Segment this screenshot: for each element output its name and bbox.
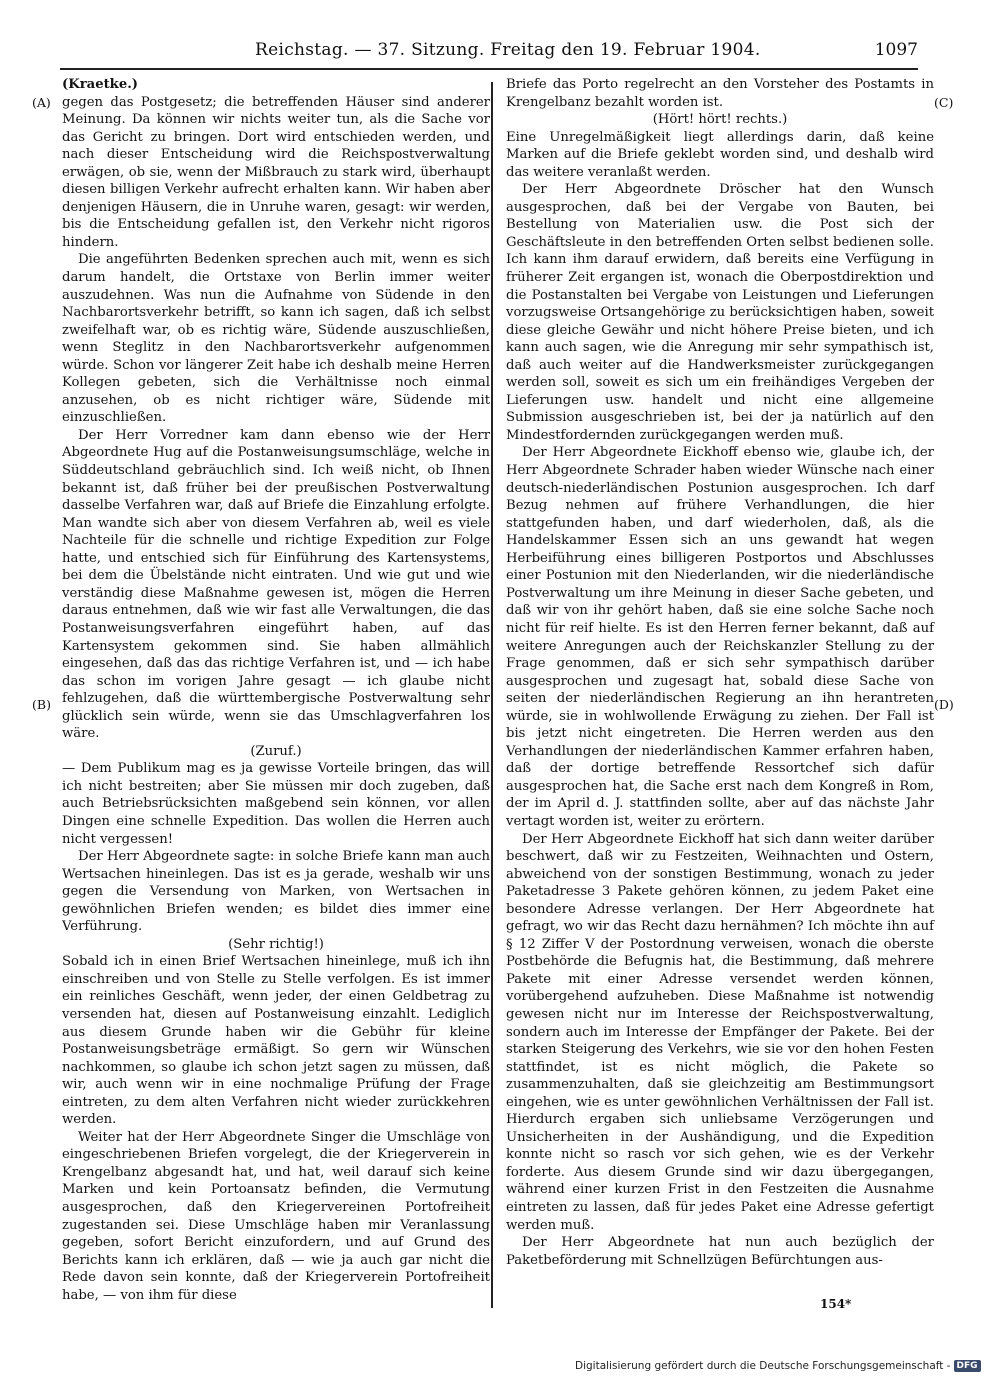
page-header xyxy=(60,40,918,70)
margin-mark-d: (D) xyxy=(934,697,954,712)
paragraph: Briefe das Porto regelrecht an den Vorsteher des Postamts in Krengelbanz bezahlt worden ist. xyxy=(506,77,934,110)
interjection: (Zuruf.) xyxy=(250,743,302,759)
footer xyxy=(575,1360,981,1372)
interjection: (Hört! hört! rechts.) xyxy=(652,112,788,128)
dfg-logo: DFG xyxy=(954,1360,981,1372)
signature-mark: 154* xyxy=(820,1297,852,1311)
paragraph: Eine Unregelmäßigkeit liegt allerdings darin, daß keine Marken auf die Briefe geklebt worden sind, und deshalb wird das weitere veranlaßt werden. xyxy=(506,129,934,180)
paragraph: Der Herr Abgeordnete Eickhoff hat sich dann weiter darüber beschwert, daß wir zu Festzeiten, Weihnachten und Ostern, abweichend von der sonstigen Bestimmung, wonach zu jeder Paketadresse 3 Pakete gehören können, zu jedem Paket eine besondere Adresse verlangen. Der Herr Abgeordnete hat gefragt, wo wir das Recht dazu hernähmen? Ich möchte ihn auf § 12 Ziffer V der Postordnung verweisen, wonach die oberste Postbehörde die Befugnis hat, die Bestimmung, daß mehrere Pakete mit einer Adresse versendet werden können, vorübergehend aufzuheben. Diese Maßnahme ist notwendig gewesen nicht nur im Interesse der Reichspostverwaltung, sondern auch im Interesse der Empfänger der Pakete. Bei der starken Steigerung des Verkehrs, wie sie vor den hohen Festen stattfindet, ist es nicht möglich, die Pakete so zusammenzuhalten, daß sie gleichzeitig am Bestimmungsort eingehen, wie es unter gewöhnlichen Verhältnissen der Fall ist. Hierdurch ergaben sich unliebsame Verzögerungen und Unsicherheiten in der Aushändigung, und die Expedition konnte nicht so rasch vor sich gehen, wie es der Verkehr forderte. Aus diesem Grunde sind wir dazu übergegangen, während einer kurzen Frist in den Festzeiten die Ausnahme eintreten zu lassen, daß für jedes Paket eine Adresse gefertigt werden muß. xyxy=(506,831,934,1233)
margin-mark-c: (C) xyxy=(934,95,954,110)
speaker-label: (Kraetke.) xyxy=(62,77,139,92)
paragraph: Der Herr Vorredner kam dann ebenso wie der Herr Abgeordnete Hug auf die Postanweisungsumschläge, welche in Süddeutschland gebräuchlich sind. Ich weiß nicht, ob Ihnen bekannt ist, daß früher bei der preußischen Postverwaltung dasselbe Verfahren war, daß auf Briefe die Einzahlung erfolgte. Man wandte sich aber von diesem Verfahren ab, weil es viele Nachteile für die schnelle und richtige Expedition zur Folge hatte, und entschied sich für Einführung des Kartensystems, bei dem die Übelstände nicht eintraten. Und wie gut und wie verständig diese Maßnahme gewesen ist, mögen die Herren daraus entnehmen, daß wie wir fast alle Verwaltungen, die das Postanweisungsverfahren eingeführt haben, auf das Kartensystem gekommen sind. Sie haben allmählich eingesehen, daß das das richtige Verfahren ist, und — ich habe das schon im vorigen Jahre gesagt — ich glaube nicht fehlzugehen, daß die württembergische Postverwaltung sehr glücklich sein würde, wenn sie das Umschlagverfahren los wäre. xyxy=(62,427,490,742)
paragraph: — Dem Publikum mag es ja gewisse Vorteile bringen, das will ich nicht bestreiten; aber Sie müssen mir doch zugeben, daß auch Betriebsrücksichten maßgebend sein können, vor allen Dingen eine schnelle Expedition. Das wollen die Herren auch nicht vergessen! xyxy=(62,761,490,847)
interjection: (Sehr richtig!) xyxy=(228,936,324,952)
paragraph: Weiter hat der Herr Abgeordnete Singer die Umschläge von eingeschriebenen Briefen vorgelegt, die der Kriegerverein in Krengelbanz abgesandt hat, und hat, weil darauf sich keine Marken und kein Portoansatz befinden, die Vermutung ausgesprochen, daß den Kriegervereinen Portofreiheit zugestanden sei. Diese Umschläge haben mir Veranlassung gegeben, sofort Bericht einzufordern, und auf Grund des Berichts kann ich erklären, daß — wie ja auch gar nicht die Rede davon sein konnte, daß der Kriegerverein Portofreiheit habe, — von ihm für diese xyxy=(62,1129,490,1303)
right-column xyxy=(506,76,934,1269)
paragraph: Der Herr Abgeordnete Dröscher hat den Wunsch ausgesprochen, daß bei der Vergabe von Bauten, bei Bestellung von Materialien usw. die Post sich der Geschäftsleute in den betreffenden Orten selbst bedienen solle. Ich kann ihm darauf erwidern, daß bereits eine Verfügung in früherer Zeit ergangen ist, wonach die Oberpostdirektion und die Postanstalten bei Vergabe von Leistungen und Lieferungen vorzugsweise Ortsangehörige zu berücksichtigen haben, soweit diese gleiche Gewähr und nicht höhere Preise bieten, und ich kann auch sagen, wie die Anregung mir sehr sympathisch ist, daß auch weiter auf die Handwerksmeister zurückgegangen werden soll, soweit es sich um ein freihändiges Vergeben der Lieferungen usw. handelt und nicht eine allgemeine Submission ausgeschrieben ist, bei der ja natürlich auf den Mindestfordernden zurückgegangen werden muß. xyxy=(506,182,934,443)
paragraph: Der Herr Abgeordnete sagte: in solche Briefe kann man auch Wertsachen hineinlegen. Das ist es ja gerade, weshalb wir uns gegen die Versendung von Marken, von Wertsachen in gewöhnlichen Briefen wenden; es bildet dies immer eine Verführung. xyxy=(62,849,490,935)
page-number: 1097 xyxy=(874,40,918,60)
paragraph: Der Herr Abgeordnete hat nun auch bezüglich der Paketbeförderung mit Schnellzügen Befürchtungen aus- xyxy=(506,1235,934,1268)
footer-text: Digitalisierung gefördert durch die Deutsche Forschungsgemeinschaft - xyxy=(575,1360,951,1372)
paragraph: Die angeführten Bedenken sprechen auch mit, wenn es sich darum handelt, die Ortstaxe von Berlin immer weiter auszudehnen. Was nun die Aufnahme von Südende in den Nachbarortsverkehr betrifft, so kann ich sagen, daß ich selbst zweifelhaft war, ob es richtig wäre, Südende auszuschließen, wenn Steglitz in den Nachbarortsverkehr aufgenommen würde. Schon vor längerer Zeit habe ich deshalb meine Herren Kollegen gebeten, sich die Verhältnisse noch einmal anzusehen, ob es nicht richtiger wäre, Südende mit einzuschließen. xyxy=(62,252,490,426)
paragraph: gegen das Postgesetz; die betreffenden Häuser sind anderer Meinung. Da können wir nichts weiter tun, als die Sache vor das Gericht zu bringen. Dort wird entschieden werden, und nach dieser Entscheidung wird die Reichspostverwaltung erwägen, ob sie, wenn der Mißbrauch zu stark wird, überhaupt diesen billigen Verkehr aufrecht erhalten kann. Wir haben aber denjenigen Häusern, die in Unruhe waren, gesagt: wir werden, bis die Entscheidung gefallen ist, den Verkehr nicht rigoros hindern. xyxy=(62,94,490,250)
margin-mark-a: (A) xyxy=(32,95,51,110)
margin-mark-b: (B) xyxy=(32,697,51,712)
paragraph: Sobald ich in einen Brief Wertsachen hineinlege, muß ich ihn einschreiben und von Stelle zu Stelle verfolgen. Es ist immer ein reinliches Geschäft, wenn jeder, der einen Geldbetrag zu versenden hat, diesen auf Postanweisung einzahlt. Lediglich aus diesem Grunde haben wir die Gebühr für kleine Postanweisungsbeträge ermäßigt. So gern wir Wünschen nachkommen, so glaube ich schon jetzt sagen zu müssen, daß wir, auch wenn wir in eine nochmalige Prüfung der Frage eintreten, zu dem alten Verfahren nicht wieder zurückkehren werden. xyxy=(62,954,490,1128)
paragraph: Der Herr Abgeordnete Eickhoff ebenso wie, glaube ich, der Herr Abgeordnete Schrader haben wieder Wünsche nach einer deutsch-niederländischen Postunion ausgesprochen. Ich darf Bezug nehmen auf frühere Verhandlungen, die hier stattgefunden haben, und darf wiederholen, daß, als die Handelskammer Essen sich an uns gewandt hat wegen Herbeiführung eines billigeren Postportos und Abschlusses einer Postunion mit den Niederlanden, wir die niederländische Postverwaltung um ihre Meinung in dieser Sache gebeten, und daß wir von ihr gehört haben, daß sie eine solche Sache noch nicht für reif hielte. Es ist den Herren ferner bekannt, daß auf weitere Anregungen auch der Reichskanzler Stellung zu der Frage genommen, daß er sich sehr sympathisch darüber ausgesprochen und zugesagt hat, sobald diese Sache von seiten der niederländischen Regierung an ihn herantreten würde, sie in wohlwollende Erwägung zu ziehen. Der Fall ist bis jetzt nicht eingetreten. Die Herren werden aus den Verhandlungen der niederländischen Kammer erfahren haben, daß der dortige betreffende Ressortchef sich dafür ausgesprochen hat, die Sache erst nach dem Kongreß in Rom, der im April d. J. stattfinden sollte, aber auf das nächste Jahr vertagt worden ist, weiter zu erörtern. xyxy=(506,445,934,829)
header-title: Reichstag. — 37. Sitzung. Freitag den 19. Februar 1904. xyxy=(255,40,761,60)
left-column xyxy=(62,76,490,1304)
column-divider xyxy=(491,82,493,1308)
